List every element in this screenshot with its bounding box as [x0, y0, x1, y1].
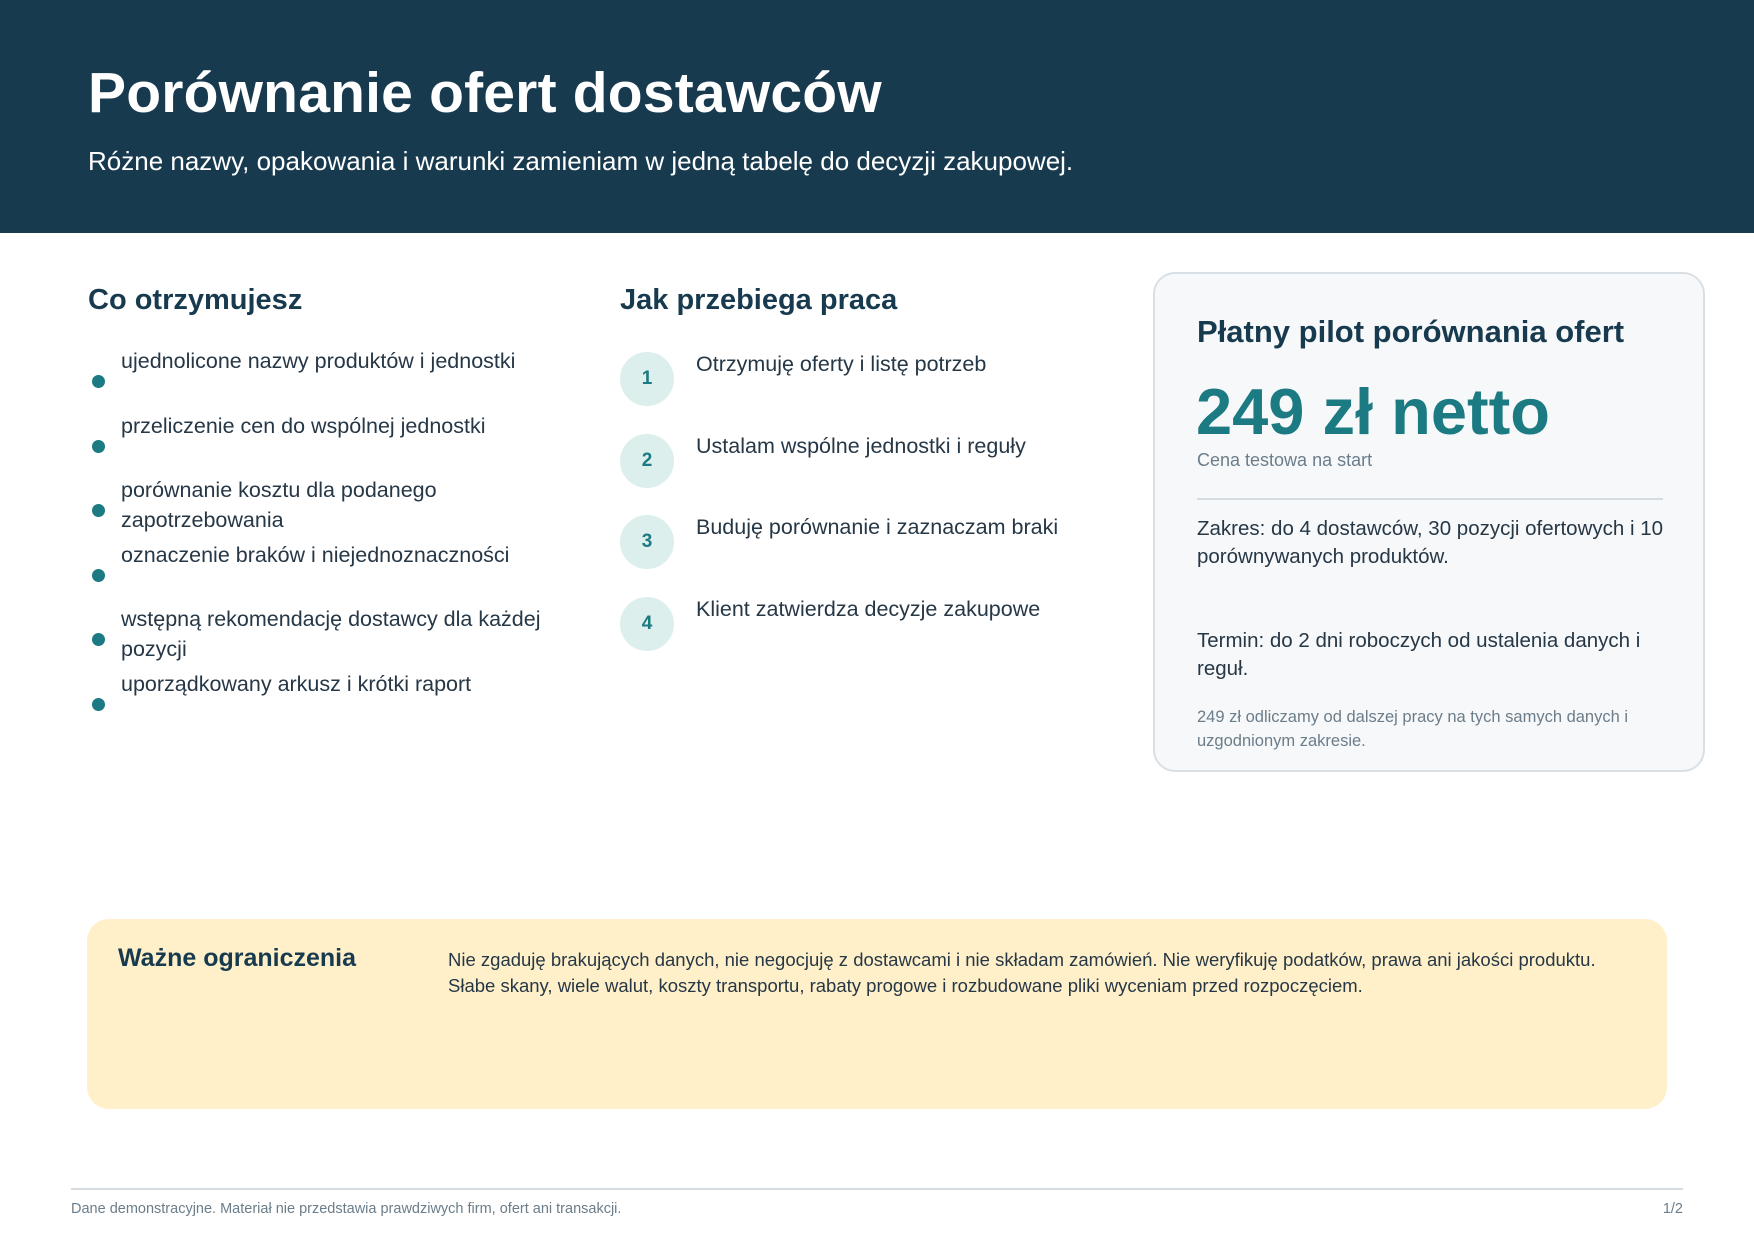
page-subtitle: Różne nazwy, opakowania i warunki zamieniam w jedną tabelę do decyzji zakupowej. [88, 146, 1074, 176]
benefit-item [88, 411, 568, 476]
benefit-item [88, 346, 568, 411]
benefit-text: wstępną rekomendację dostawcy dla każdej pozycji [121, 607, 541, 661]
offer-title: Płatny pilot porównania ofert [1197, 314, 1625, 349]
step-text: Ustalam wspólne jednostki i reguły [696, 433, 1026, 458]
step-number-badge: 3 [620, 515, 674, 569]
benefits-list [88, 346, 568, 733]
step-number-badge: 4 [620, 597, 674, 651]
offer-price: 249 zł netto [1196, 375, 1550, 448]
offer-scope: Zakres: do 4 dostawców, 30 pozycji ofertowych i 10 porównywanych produktów. [1197, 517, 1664, 568]
process-step [620, 352, 1090, 434]
page-number: 1/2 [1662, 1201, 1683, 1217]
benefit-text: uporządkowany arkusz i krótki raport [121, 671, 472, 696]
benefit-text: porównanie kosztu dla podanego zapotrzebowania [121, 478, 437, 532]
process-step [620, 515, 1090, 597]
bullet-dot-icon [92, 569, 105, 582]
offer-card [1153, 272, 1705, 772]
benefit-text: przeliczenie cen do wspólnej jednostki [121, 413, 486, 438]
limitations-text: Nie zgaduję brakujących danych, nie negocjuję z dostawcami i nie składam zamówień. Nie weryfikuję podatków, prawa ani jakości produktu. Słabe skany, wiele walut, koszty transportu, rabaty progowe i rozbudowane pliki wyceniam przed rozpoczęciem. [448, 949, 1596, 996]
process-step [620, 434, 1090, 516]
offer-term: Termin: do 2 dni roboczych od ustalenia danych i reguł. [1197, 629, 1641, 680]
benefit-item [88, 669, 568, 734]
process-steps [620, 352, 1090, 678]
page-title: Porównanie ofert dostawców [88, 61, 882, 125]
benefit-item [88, 475, 568, 540]
bullet-dot-icon [92, 440, 105, 453]
bullet-dot-icon [92, 698, 105, 711]
bullet-dot-icon [92, 633, 105, 646]
step-number-badge: 2 [620, 434, 674, 488]
step-text: Otrzymuję oferty i listę potrzeb [696, 352, 987, 376]
benefit-text: oznaczenie braków i niejednoznaczności [121, 542, 510, 567]
bullet-dot-icon [92, 504, 105, 517]
limitations-title: Ważne ograniczenia [118, 944, 357, 972]
offer-divider [1197, 498, 1663, 500]
benefit-item [88, 604, 568, 669]
offer-deduction-note: 249 zł odliczamy od dalszej pracy na tych samych danych i uzgodnionym zakresie. [1197, 708, 1629, 750]
offer-price-note: Cena testowa na start [1197, 450, 1373, 470]
footer-disclaimer: Dane demonstracyjne. Materiał nie przedstawia prawdziwych firm, ofert ani transakcji. [71, 1201, 622, 1217]
benefit-text: ujednolicone nazwy produktów i jednostki [121, 349, 516, 373]
bullet-dot-icon [92, 375, 105, 388]
footer-divider [71, 1188, 1683, 1190]
step-number-badge: 1 [620, 352, 674, 406]
process-step [620, 597, 1090, 679]
step-text: Klient zatwierdza decyzje zakupowe [696, 596, 1041, 621]
benefit-item [88, 540, 568, 605]
benefits-heading: Co otrzymujesz [88, 284, 303, 316]
process-heading: Jak przebiega praca [620, 284, 898, 316]
page-header [0, 0, 1754, 233]
step-text: Buduję porównanie i zaznaczam braki [696, 515, 1059, 539]
limitations-box [87, 919, 1667, 1109]
